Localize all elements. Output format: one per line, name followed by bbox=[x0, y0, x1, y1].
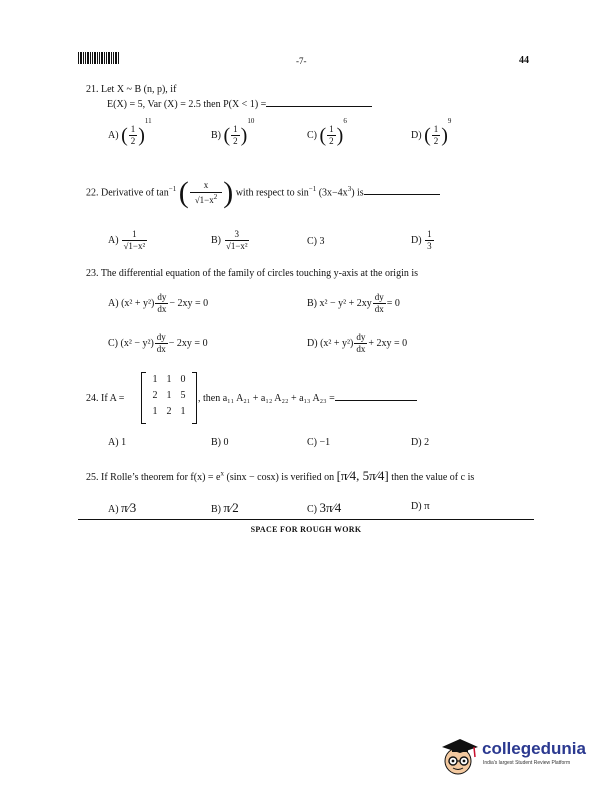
q22-option-b[interactable] bbox=[211, 230, 250, 251]
fraction: $\frac{x}{√1-x^2}$ bbox=[190, 181, 223, 205]
paren: ) bbox=[223, 176, 234, 209]
fraction: $\frac{1}{2}$ bbox=[433, 124, 439, 146]
option-value: 2 bbox=[424, 437, 430, 448]
collegedunia-logo bbox=[438, 737, 598, 777]
q21-option-d[interactable] bbox=[411, 117, 452, 147]
option-label: C) bbox=[108, 337, 118, 349]
question-22-end: ) is bbox=[351, 187, 364, 199]
option-label: C) bbox=[307, 236, 317, 247]
derivative: $\frac{dy}{dx}$ bbox=[157, 292, 167, 314]
q25-option-b[interactable] bbox=[211, 500, 239, 516]
option-label: B) bbox=[211, 234, 221, 246]
matrix-cell: 1 bbox=[166, 390, 172, 401]
question-22-prefix: 22. Derivative of tan bbox=[86, 187, 169, 199]
option-label: D) bbox=[411, 129, 422, 141]
q25-option-c[interactable] bbox=[307, 500, 341, 516]
option-label: C) bbox=[307, 504, 317, 515]
q21-option-c[interactable] bbox=[307, 117, 347, 147]
matrix-cell: 1 bbox=[180, 406, 186, 417]
matrix-grid bbox=[148, 374, 190, 422]
paren: ) bbox=[441, 124, 448, 147]
divider bbox=[78, 519, 534, 520]
question-21-line1: 21. Let X ~ B (n, p), if bbox=[86, 84, 177, 95]
option-label: D) bbox=[411, 437, 422, 448]
option-label: A) bbox=[108, 234, 119, 246]
fraction: $\frac{1}{3}$ bbox=[427, 229, 432, 251]
option-label: B) bbox=[211, 504, 221, 515]
exponent: 3 bbox=[347, 184, 352, 193]
option-label: B) bbox=[211, 437, 221, 448]
option-value: 1 bbox=[121, 437, 127, 448]
q24-option-b[interactable] bbox=[211, 437, 229, 448]
matrix-cell: 5 bbox=[180, 390, 186, 401]
option-label: D) bbox=[411, 234, 422, 246]
exponent: 10 bbox=[247, 117, 255, 126]
option-value: 3π⁄4 bbox=[319, 500, 342, 515]
option-label: D) bbox=[411, 501, 422, 512]
q23-option-c[interactable] bbox=[108, 333, 208, 354]
question-24-prefix: 24. If A = bbox=[86, 393, 125, 404]
fraction: $\frac{1}{\text{√1−x²}}$ bbox=[123, 229, 146, 251]
option-value: 0 bbox=[223, 437, 229, 448]
option-expression: (x² − y²) bbox=[120, 337, 154, 349]
option-value: π⁄3 bbox=[121, 500, 137, 515]
q22-option-c[interactable] bbox=[307, 236, 325, 247]
barcode bbox=[78, 52, 120, 64]
option-label: B) bbox=[307, 297, 317, 309]
brand-tagline: India's largest Student Review Platform bbox=[483, 760, 571, 766]
question-25 bbox=[86, 468, 474, 484]
question-24-text: , then a₁₁ A₂₁ + a₁₂ A₂₂ + a₁₃ A₂₃ = bbox=[198, 393, 335, 404]
option-expression: + 2xy = 0 bbox=[368, 337, 408, 349]
q24-option-d[interactable] bbox=[411, 437, 429, 448]
brand-name: collegedunia bbox=[482, 739, 586, 758]
question-25-suffix: then the value of c is bbox=[391, 472, 475, 483]
q24-option-a[interactable] bbox=[108, 437, 126, 448]
option-label: A) bbox=[108, 129, 119, 141]
matrix-cell: 0 bbox=[180, 374, 186, 385]
option-label: A) bbox=[108, 297, 119, 309]
option-label: D) bbox=[307, 337, 318, 349]
q22-option-a[interactable] bbox=[108, 230, 148, 251]
exponent: 6 bbox=[343, 117, 347, 126]
matrix-cell: 2 bbox=[152, 390, 158, 401]
paren: ( bbox=[121, 124, 128, 147]
question-23: 23. The differential equation of the family of circles touching y-axis at the origin is bbox=[86, 268, 419, 279]
option-expression: − 2xy = 0 bbox=[168, 337, 208, 349]
matrix-cell: 2 bbox=[166, 406, 172, 417]
option-expression: (x² + y²) bbox=[320, 337, 354, 349]
option-value: π bbox=[424, 500, 430, 512]
option-label: C) bbox=[307, 129, 317, 141]
question-22 bbox=[86, 178, 440, 208]
derivative: $\frac{dy}{dx}$ bbox=[356, 332, 366, 354]
option-label: B) bbox=[211, 129, 221, 141]
paren: ) bbox=[138, 124, 145, 147]
answer-blank bbox=[364, 194, 440, 195]
interval: [π⁄4, 5π⁄4] bbox=[336, 468, 389, 483]
option-value: −1 bbox=[319, 437, 331, 448]
question-21-line2 bbox=[107, 99, 372, 110]
exponent: 11 bbox=[144, 117, 152, 126]
page-marker: -7- bbox=[296, 56, 307, 66]
option-expression: − 2xy = 0 bbox=[169, 297, 209, 309]
exponent: 9 bbox=[447, 117, 452, 126]
question-25-prefix: 25. If Rolle’s theorem for f(x) = e bbox=[86, 472, 221, 483]
option-label: A) bbox=[108, 437, 119, 448]
fraction: $\frac{1}{2}$ bbox=[329, 124, 334, 146]
derivative: $\frac{dy}{dx}$ bbox=[374, 292, 384, 314]
page-number: 44 bbox=[519, 55, 529, 66]
paren: ) bbox=[336, 124, 344, 147]
paren: ) bbox=[240, 124, 248, 147]
q24-option-c[interactable] bbox=[307, 437, 330, 448]
paren: ( bbox=[424, 124, 431, 147]
question-21-text: E(X) = 5, Var (X) = 2.5 then P(X < 1) = bbox=[107, 99, 267, 110]
q23-option-b[interactable] bbox=[307, 293, 400, 314]
question-22-middle: with respect to sin bbox=[235, 187, 309, 199]
paren: ( bbox=[319, 124, 327, 147]
matrix-cell: 1 bbox=[166, 374, 172, 385]
exponent: x bbox=[220, 469, 224, 478]
paren: ( bbox=[178, 176, 189, 209]
option-expression: x² − y² + 2xy bbox=[319, 297, 372, 309]
question-25-middle: (sinx − cosx) is verified on bbox=[226, 472, 335, 483]
option-label: A) bbox=[108, 504, 119, 515]
answer-blank bbox=[266, 106, 372, 107]
q21-option-b[interactable] bbox=[211, 117, 255, 147]
q23-option-a[interactable] bbox=[108, 293, 208, 314]
paren: ( bbox=[223, 124, 231, 147]
derivative: $\frac{dy}{dx}$ bbox=[156, 332, 166, 354]
question-22-suffix: (3x−4x bbox=[318, 187, 348, 199]
option-expression: (x² + y²) bbox=[121, 297, 155, 309]
q25-option-a[interactable] bbox=[108, 500, 136, 516]
matrix-cell: 1 bbox=[152, 374, 158, 385]
fraction: $\frac{3}{\text{√1−x²}}$ bbox=[225, 229, 248, 251]
option-value: π⁄2 bbox=[223, 500, 239, 515]
q21-option-a[interactable] bbox=[108, 117, 152, 147]
matrix-a bbox=[141, 372, 197, 424]
q23-option-d[interactable] bbox=[307, 333, 407, 354]
option-expression: = 0 bbox=[386, 297, 400, 309]
q22-option-d[interactable] bbox=[411, 230, 435, 251]
option-value: 3 bbox=[319, 236, 325, 247]
rough-work-label: SPACE FOR ROUGH WORK bbox=[250, 525, 362, 534]
option-label: C) bbox=[307, 437, 317, 448]
inverse-exp: −1 bbox=[168, 184, 177, 193]
matrix-cell: 1 bbox=[152, 406, 158, 417]
answer-blank bbox=[335, 400, 417, 401]
question-24-suffix bbox=[198, 393, 417, 404]
fraction: $\frac{1}{2}$ bbox=[130, 124, 136, 146]
q25-option-d[interactable] bbox=[411, 500, 430, 512]
mascot-icon bbox=[438, 737, 480, 777]
fraction: $\frac{1}{2}$ bbox=[233, 124, 238, 146]
inverse-exp: −1 bbox=[308, 184, 317, 193]
